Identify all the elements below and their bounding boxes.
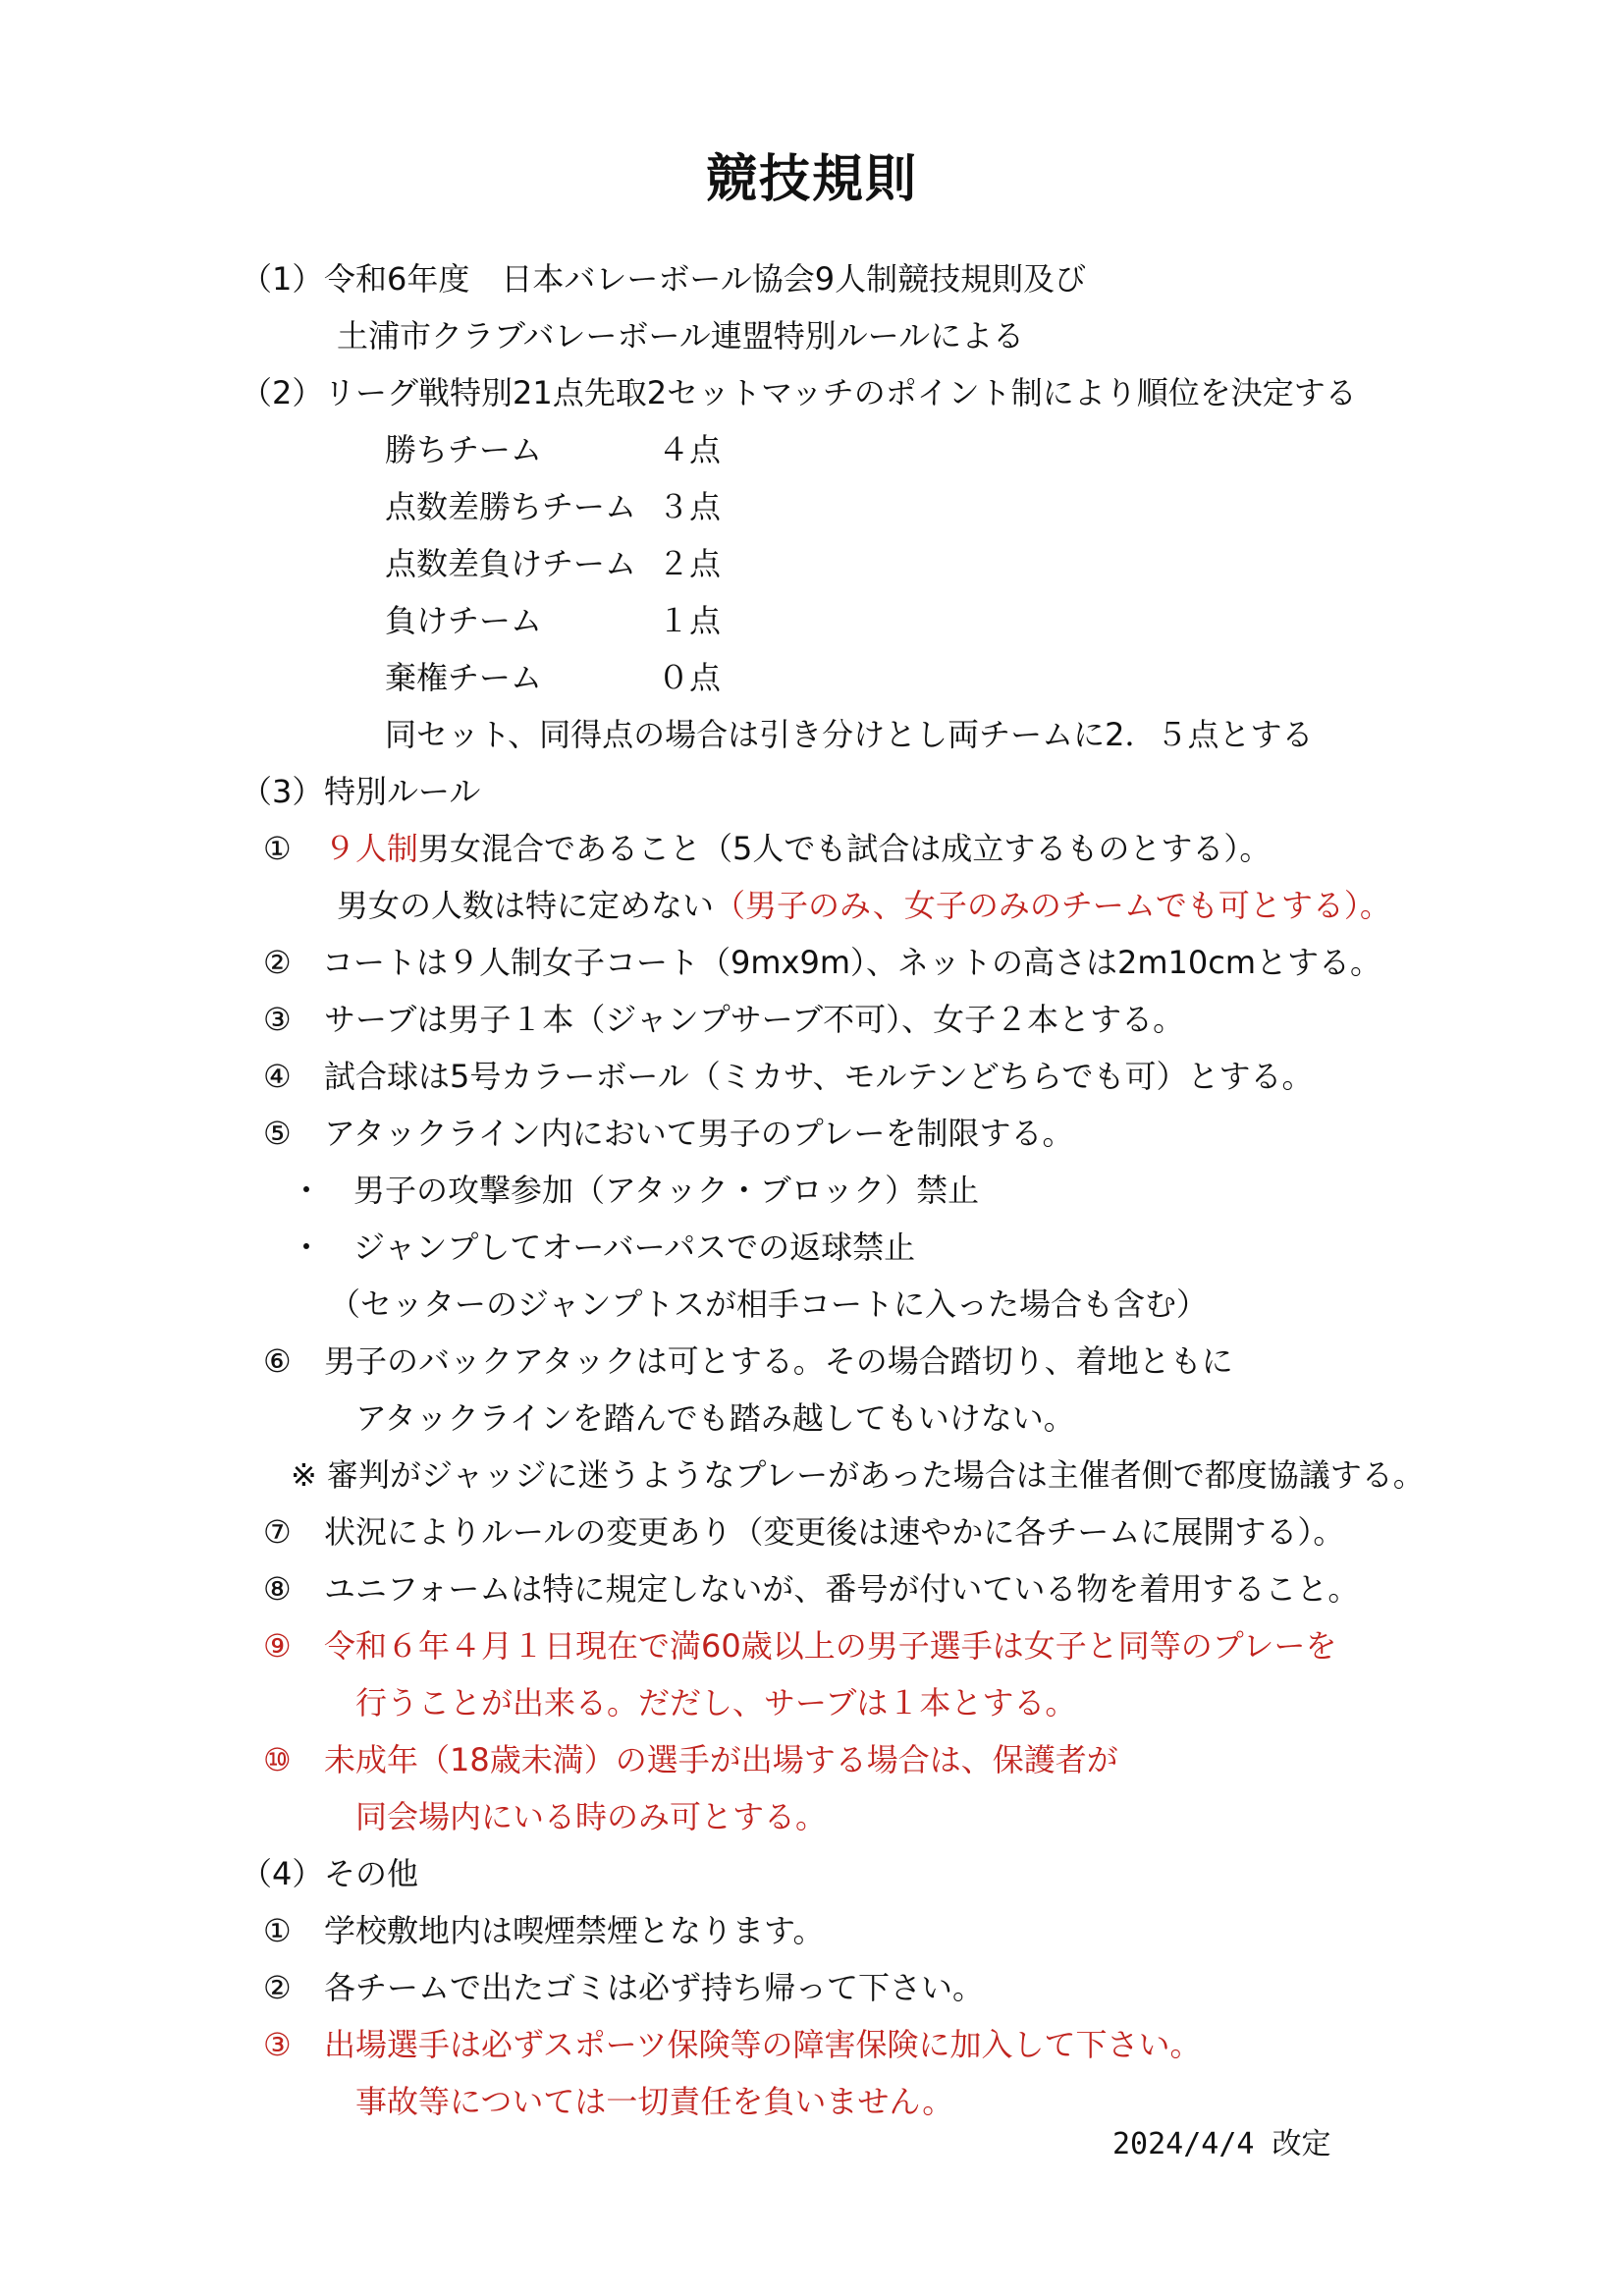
rule-5-text: アタックライン内において男子のプレーを制限する。: [324, 1115, 1074, 1152]
rule-1-number: ①: [263, 830, 292, 867]
points-value: ２点: [658, 545, 722, 582]
section-4-marker: （4）: [241, 1855, 324, 1892]
draw-note: 同セット、同得点の場合は引き分けとし両チームに2．５点とする: [385, 716, 1314, 753]
points-label: 勝ちチーム: [385, 431, 543, 468]
points-value: ４点: [658, 431, 722, 468]
points-label: 棄権チーム: [385, 659, 543, 696]
rule-1-line-2-text: 男女の人数は特に定めない: [337, 887, 715, 924]
rule-6-number: ⑥: [263, 1342, 292, 1380]
rule-1-text: 男女混合であること（5人でも試合は成立するものとする）。: [418, 830, 1272, 867]
points-label: 負けチーム: [385, 602, 543, 639]
rule-5-number: ⑤: [263, 1115, 292, 1152]
rule-4-number: ④: [263, 1058, 292, 1095]
page-title: 競技規則: [705, 150, 918, 209]
section-1-line-1: 令和6年度 日本バレーボール協会9人制競技規則及び: [324, 260, 1087, 298]
other-1-text: 学校敷地内は喫煙禁煙となります。: [324, 1912, 825, 1949]
rule-9-number: ⑨: [263, 1627, 292, 1665]
rule-8-number: ⑧: [263, 1570, 292, 1608]
rule-10-line-1: 未成年（18歳未満）の選手が出場する場合は、保護者が: [324, 1741, 1118, 1778]
rule-10-line-2: 同会場内にいる時のみ可とする。: [355, 1798, 828, 1835]
rule-5-bullet-2: ・ ジャンプしてオーバーパスでの返球禁止: [291, 1229, 916, 1266]
points-label: 点数差負けチーム: [385, 545, 637, 582]
points-label: 点数差勝ちチーム: [385, 488, 637, 525]
rule-9-line-2: 行うことが出来る。だだし、サーブは１本とする。: [355, 1684, 1077, 1722]
rule-6-line-1: 男子のバックアタックは可とする。その場合踏切り、着地ともに: [324, 1342, 1233, 1380]
rule-10-number: ⑩: [263, 1741, 292, 1778]
referee-note: ※ 審判がジャッジに迷うようなプレーがあった場合は主催者側で都度協議する。: [291, 1456, 1425, 1494]
rule-4-text: 試合球は5号カラーボール（ミカサ、モルテンどちらでも可）とする。: [324, 1058, 1314, 1095]
rule-3-number: ③: [263, 1001, 292, 1038]
points-value: ０点: [658, 659, 722, 696]
rule-8-text: ユニフォームは特に規定しないが、番号が付いている物を着用すること。: [324, 1570, 1360, 1608]
other-3-line-2: 事故等については一切責任を負いません。: [355, 2083, 954, 2120]
rule-2-text: コートは９人制女子コート（9mx9m）、ネットの高さは2m10cmとする。: [322, 944, 1382, 981]
rule-6-line-2: アタックラインを踏んでも踏み越してもいけない。: [355, 1399, 1075, 1437]
rule-5-bullet-2-note: （セッターのジャンプトスが相手コートに入った場合も含む）: [329, 1285, 1209, 1323]
rule-1-line-2: [337, 884, 1391, 927]
rule-1-red-text: ９人制: [324, 830, 419, 867]
other-3-number: ③: [263, 2026, 292, 2063]
section-2-marker: （2）: [241, 374, 324, 411]
section-1-line-2: 土浦市クラブバレーボール連盟特別ルールによる: [337, 317, 1025, 355]
section-3-heading: 特別ルール: [324, 773, 481, 810]
rule-7-number: ⑦: [263, 1513, 292, 1551]
points-value: ３点: [658, 488, 722, 525]
rule-5-bullet-1: ・ 男子の攻撃参加（アタック・ブロック）禁止: [291, 1172, 980, 1209]
section-1-marker: （1）: [241, 260, 324, 298]
points-value: １点: [658, 602, 722, 639]
revision-date: 2024/4/4 改定: [1112, 2127, 1331, 2161]
section-3-marker: （3）: [241, 773, 324, 810]
rule-3-text: サーブは男子１本（ジャンプサーブ不可）、女子２本とする。: [324, 1001, 1185, 1038]
rule-9-line-1: 令和６年４月１日現在で満60歳以上の男子選手は女子と同等のプレーを: [324, 1627, 1337, 1665]
rule-1-line-2-red: （男子のみ、女子のみのチームでも可とする）。: [714, 887, 1391, 924]
rule-2-number: ②: [263, 944, 292, 981]
rule-7-text: 状況によりルールの変更あり（変更後は速やかに各チームに展開する）。: [324, 1513, 1345, 1551]
other-2-number: ②: [263, 1969, 292, 2006]
other-3-line-1: 出場選手は必ずスポーツ保険等の障害保険に加入して下さい。: [324, 2026, 1202, 2063]
rule-1-line-1: [324, 827, 1271, 870]
section-4-heading: その他: [324, 1855, 419, 1892]
other-2-text: 各チームで出たゴミは必ず持ち帰って下さい。: [324, 1969, 985, 2006]
section-2-line-1: リーグ戦特別21点先取2セットマッチのポイント制により順位を決定する: [324, 374, 1357, 411]
other-1-number: ①: [263, 1912, 292, 1949]
